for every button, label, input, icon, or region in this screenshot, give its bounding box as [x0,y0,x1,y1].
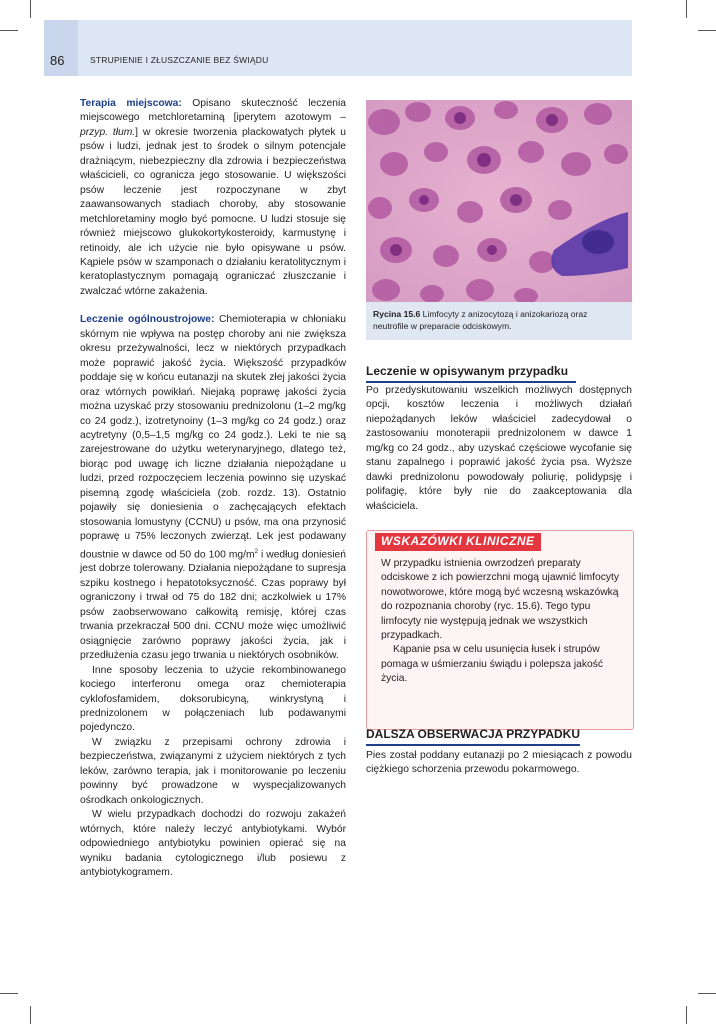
crop-mark [686,1006,687,1024]
crop-mark [698,993,716,994]
crop-mark [0,30,18,31]
crop-mark [30,1006,31,1024]
paragraph-topical-therapy: Terapia miejscowa: Opisano skuteczność leczenia miejscowego metchloretaminą [iperytem azotowym – przyp. tłum.] w okresie tworzenia plackowatych płytek u psów i ludzi, jednak jest to środek o silnym potencjale drażniącym, niebezpieczny dla zdrowia i bezpieczeństwa właścicieli, co ogranicza jego stosowanie. U większości psów leczenie jest rozpoczynane w zbyt zaawansowanych stadiach choroby, aby stosowanie metchloretaminy mogło być pomocne. U ludzi stosuje się również miejscowo glukokortykosteroidy, karmustynę i retinoidy, ale ich użycie nie było opisywane u psów. Kąpiele psów w szamponach o działaniu keratolitycznym i keratoplastycznym pomagają ograniczać złuszczanie i zwalczać wtórne zakażenia. [80,98,346,297]
figure-caption: Rycina 15.6 Limfocyty z anizocytozą i anizokariozą oraz neutrofile w preparacie odciskowym. [373,309,588,331]
paragraph-case-treatment: Po przedyskutowaniu wszelkich możliwych dostępnych opcji, kosztów leczenia i możliwych działań niepożądanych leków właściciel zadecydował o zastosowaniu monoterapii prednizolonem w dawce 1 mg/kg co 24 godz., aby uzyskać częściowe wycofanie się stanu zapalnego i poprawić jakość życia psa. Wyższe dawki prednizolonu powodowały poliurię, polidypsję i polifagię, które były nie do zaakceptowania dla właściciela. [366,385,632,512]
heading-follow-up: DALSZA OBSERWACJA PRZYPADKU [366,727,581,741]
tip-paragraph: Kąpanie psa w celu usunięcia łusek i strupów pomaga w uśmierzaniu świądu i polepsza jakość życia. [381,644,604,685]
paragraph-follow-up: Pies został poddany eutanazji po 2 miesiącach z powodu ciężkiego schorzenia przewodu pokarmowego. [366,750,632,776]
clinical-tips-text [381,557,621,687]
paragraph-systemic-therapy: Leczenie ogólnoustrojowe: Chemioterapia w chłoniaku skórnym nie wpływa na postęp choroby ani nie zwiększa okresu przeżywalności, lecz w niektórych przypadkach może poprawić jakość życia. Większość przypadków poddaje się w końcu eutanazji na skutek złej jakości życia oraz wtórnych powikłań. Niejaką poprawę jakości życia można uzyskać przy stosowaniu prednizolonu (1–2 mg/kg co 24 godz.), izotretynoiny (1–3 mg/kg co 24 godz.) oraz acytretyny (0,5–1,5 mg/kg co 24 godz.). Leki te nie są zarejestrowane do użytku weterynaryjnego, dlatego też, biorąc pod uwagę ich liczne działania niepożądane u ludzi, przed rozpoczęciem leczenia powinno się uzyskać pisemną zgodę właściciela (zob. rozdz. 13). Ostatnio pojawiły się doniesienia o zachęcających efektach stosowania lomustyny (CCNU) u psów, ma ona przynosić poprawę u 75% leczonych zwierząt. Lek jest podawany doustnie w dawce od 50 do 100 $mg/m^2$ i według doniesień jest dobrze tolerowany. Działania niepożądane to supresja szpiku kostnego i hepatotoksyczność. Czas poprawy był ograniczony i trwał od 75 do 182 dni; aczkolwiek u 17% psów zaobserwowano całkowitą remisję, której czas trwania przekraczał 500 dni. CCNU może więc umożliwić osiągnięcie zarówno poprawy jakości życia, jak i przedłużenia czasu jego trwania u niektórych osobników. [80,314,346,662]
tip-paragraph: W przypadku istnienia owrzodzeń preparaty odciskowe z ich powierzchni mogą ujawnić limfocyty nowotworowe, które mogą być wczesną wskazówką do rozpoznania choroby (ryc. 15.6). Tego typu limfocyty nie występują jednak we wszystkich przypadkach. [381,558,620,642]
crop-mark [0,993,18,994]
page-number: 86 [50,53,65,68]
crop-mark [698,30,716,31]
left-column [80,97,346,880]
running-head: STRUPIENIE I ZŁUSZCZANIE BEZ ŚWIĄDU [90,55,269,65]
crop-mark [686,0,687,18]
lead-systemic-therapy: Leczenie ogólnoustrojowe: [80,314,215,326]
heading-underline [366,381,576,383]
crop-mark [30,0,31,18]
clinical-tips-title: WSKAZÓWKI KLINICZNE [381,534,535,548]
heading-underline [366,744,580,746]
paragraph-other-treatments: Inne sposoby leczenia to użycie rekombinowanego kociego interferonu omega oraz chemioterapia cyklofosfamidem, doksorubicyną, winkrystyną i prednizolonem w połączeniach lub podawanymi pojedynczo. [80,664,346,734]
paragraph-secondary-infections: W wielu przypadkach dochodzi do rozwoju zakażeń wtórnych, które należy leczyć antybiotykami. Wybór odpowiedniego antybiotyku powinien opierać się na wyniku badania cytologicznego i/lub posiewu z antybiotykogramem. [80,809,346,878]
lead-topical-therapy: Terapia miejscowa: [80,98,182,109]
paragraph-health-safety: W związku z przepisami ochrony zdrowia i bezpieczeństwa, związanymi z użyciem niektórych z tych leków, zarówno terapia, jak i monitorowanie po leczeniu powinny być prowadzone w wyspecjalizowanych ośrodkach onkologicznych. [80,736,346,806]
heading-case-treatment: Leczenie w opisywanym przypadku [366,364,569,378]
header-band [44,20,632,76]
micrograph-image [366,100,632,302]
